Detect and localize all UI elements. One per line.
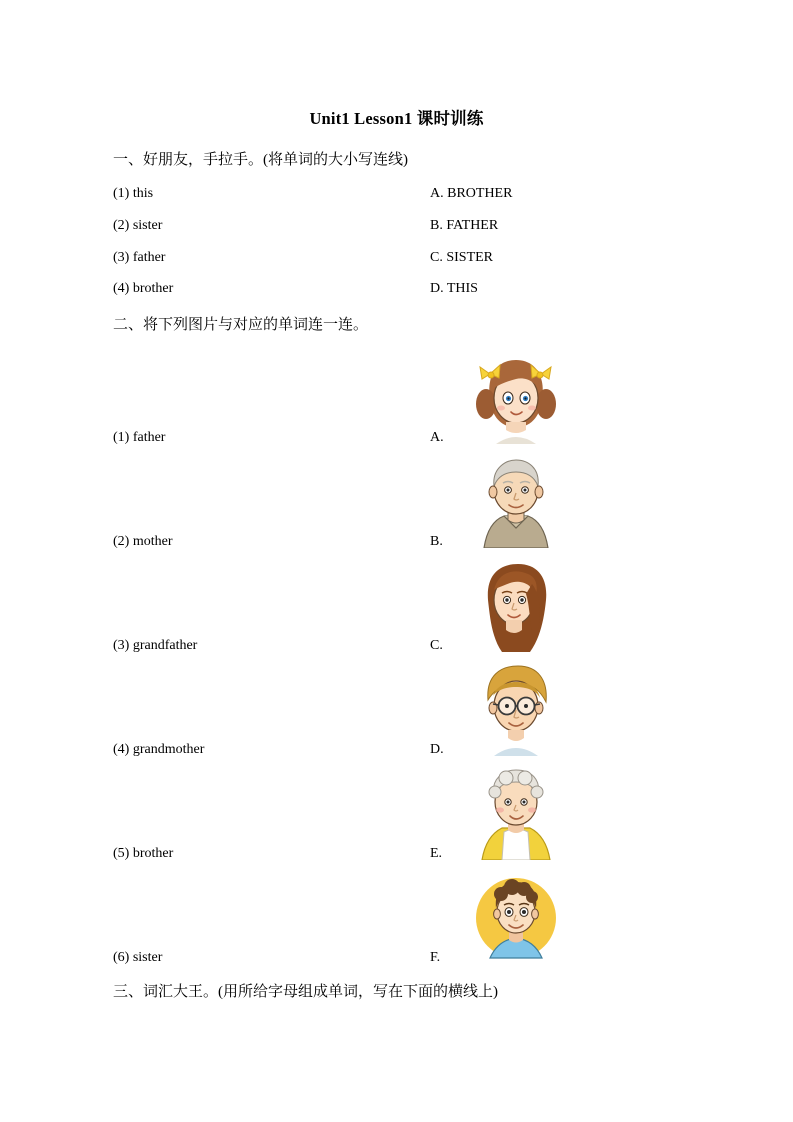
girl-with-bows-picture [468,348,564,444]
mother-picture [468,556,564,652]
section-2-letter-f: F. [430,950,441,965]
section-2-left-item-2: (2) mother [113,534,173,549]
section-2-letter-d: D. [430,742,444,757]
section-1-right-item-3: C. SISTER [430,250,494,265]
section-2-left-item-5: (5) brother [113,846,174,861]
father-picture [468,660,564,756]
section-1-right-item-1: A. BROTHER [430,186,513,201]
section-1-left-item-4: (4) brother [113,281,174,296]
section-1-heading: 一、好朋友，手拉手。(将单词的大小写连线) [113,152,408,168]
section-2-left-item-1: (1) father [113,430,166,445]
section-2-left-item-3: (3) grandfather [113,638,198,653]
section-1-left-item-1: (1) this [113,186,154,201]
grandfather-picture [468,452,564,548]
section-2-letter-e: E. [430,846,443,861]
section-2-letter-b: B. [430,534,443,549]
section-2-heading: 二、将下列图片与对应的单词连一连。 [113,317,369,333]
section-2-letter-a: A. [430,430,444,445]
section-1-left-item-3: (3) father [113,250,166,265]
page-title: Unit1 Lesson1 课时训练 [309,109,484,128]
section-1-right-item-4: D. THIS [430,281,478,296]
boy-picture [468,868,564,964]
section-1-right-item-2: B. FATHER [430,218,499,233]
section-1-left-item-2: (2) sister [113,218,163,233]
section-3-heading: 三、词汇大王。(用所给字母组成单词，写在下面的横线上) [113,984,498,1000]
section-2-left-item-6: (6) sister [113,950,163,965]
section-2-letter-c: C. [430,638,443,653]
grandmother-picture [468,764,564,860]
section-2-left-item-4: (4) grandmother [113,742,205,757]
